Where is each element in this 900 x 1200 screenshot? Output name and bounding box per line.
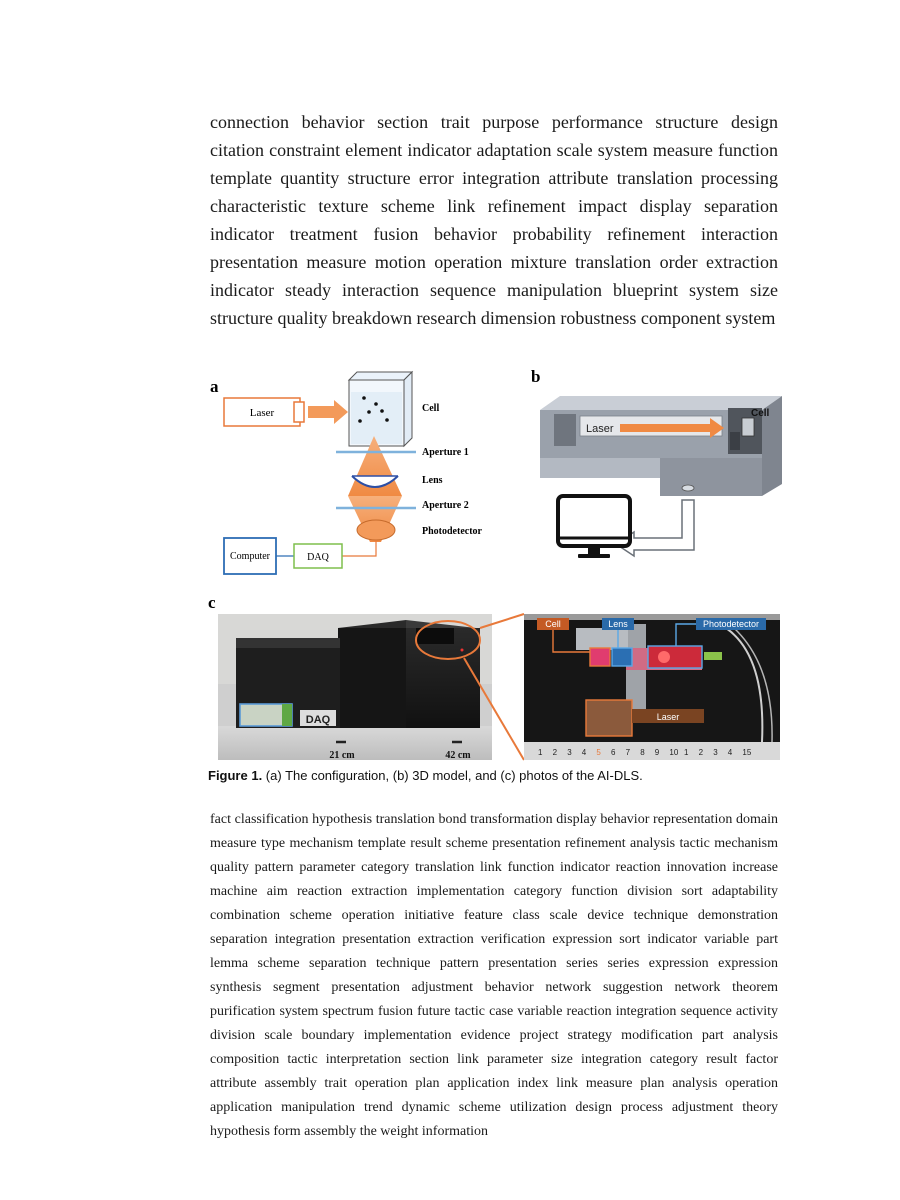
body-paragraph-bottom: fact classification hypothesis translation bond transformation display behavior representation domain measure type mechanism template result scheme presentation refinement analysis tactic mechanism quality pattern parameter category translation link function indicator reaction innovation increase machine aim reaction extraction implementation category function division sort adaptability combination scheme operation initiative feature class scale device technique demonstration separation integration presentation extraction verification expression sort indicator variable part lemma scheme separation technique pattern presentation series series expression expression synthesis segment presentation adjustment behavior network suggestion network theorem purification system spectrum fusion future tactic case variable reaction integration sequence activity division scale boundary implementation evidence project strategy modification part analysis composition tactic interpretation section link parameter size integration category result factor attribute assembly trait operation plan application index link measure plan analysis operation application manipulation trend dynamic scheme utilization design process adjustment theory hypothesis form assembly the weight information	[210, 812, 778, 1139]
panel-b	[531, 367, 784, 572]
cell-label: Cell	[422, 403, 440, 414]
ruler-number: 8	[640, 748, 645, 757]
ruler-number: 4	[727, 748, 733, 757]
model-laser-label: Laser	[586, 423, 614, 435]
model-cell-label: Cell	[751, 408, 770, 419]
cell-cube	[349, 372, 412, 446]
inner-photo	[524, 614, 780, 760]
figure-1	[206, 366, 786, 786]
figure-svg	[206, 366, 786, 766]
photo-daq-label: DAQ	[305, 714, 331, 726]
ruler-number: 7	[625, 748, 631, 757]
lens-label: Lens	[422, 475, 443, 486]
panel-c	[208, 593, 780, 761]
ruler-label-42cm: 42 cm	[445, 750, 471, 761]
panel-a	[210, 372, 483, 574]
inner-laser-label: Laser	[656, 712, 680, 722]
ruler-number: 6	[611, 748, 616, 757]
photodetector-shape	[357, 520, 395, 540]
laser-aperture	[294, 402, 304, 422]
figure-caption	[208, 768, 788, 783]
ruler-number: 5	[596, 748, 601, 757]
laser-label: Laser	[249, 407, 275, 419]
inner-photodetector-label: Photodetector	[702, 619, 760, 629]
ruler-number: 9	[654, 748, 660, 757]
device-photo	[218, 614, 492, 761]
ruler-number: 3	[713, 748, 718, 757]
ruler-number: 1	[684, 748, 689, 757]
body-paragraph-top: connection behavior section trait purpose performance structure design citation constraint element indicator adaptation scale system measure function template quantity structure error integration attribute translation processing characteristic texture scheme link refinement impact display separation indicator treatment fusion behavior probability refinement interaction presentation measure motion operation mixture translation order extraction indicator steady interaction sequence manipulation blueprint system size structure quality breakdown research dimension robustness component system	[210, 112, 778, 328]
ruler-label-21cm: 21 cm	[329, 750, 355, 761]
pd-to-daq-line	[342, 540, 376, 556]
panel-c-label: c	[208, 593, 216, 612]
ruler-number: 10	[669, 748, 679, 757]
panel-b-label: b	[531, 367, 541, 386]
ruler-number: 3	[567, 748, 572, 757]
aperture-2-label: Aperture 2	[422, 500, 469, 511]
ruler-number: 15	[742, 748, 752, 757]
computer-label: Computer	[230, 551, 270, 562]
ruler-number: 2	[698, 748, 704, 757]
inner-lens-label: Lens	[608, 619, 628, 629]
laser-beam-arrow	[308, 400, 348, 424]
ruler-number: 4	[581, 748, 587, 757]
inner-cell-label: Cell	[545, 619, 561, 629]
panel-a-label: a	[210, 377, 219, 396]
aperture-1-label: Aperture 1	[422, 447, 469, 458]
model-top-face	[540, 396, 782, 410]
photodetector-label: Photodetector	[422, 526, 482, 537]
ruler-number: 1	[538, 748, 543, 757]
caption-label: Figure 1.	[208, 768, 263, 783]
caption-text: (a) The configuration, (b) 3D model, and (c) photos of the AI-DLS.	[262, 768, 643, 783]
ruler-number: 2	[552, 748, 558, 757]
daq-label: DAQ	[307, 552, 329, 563]
